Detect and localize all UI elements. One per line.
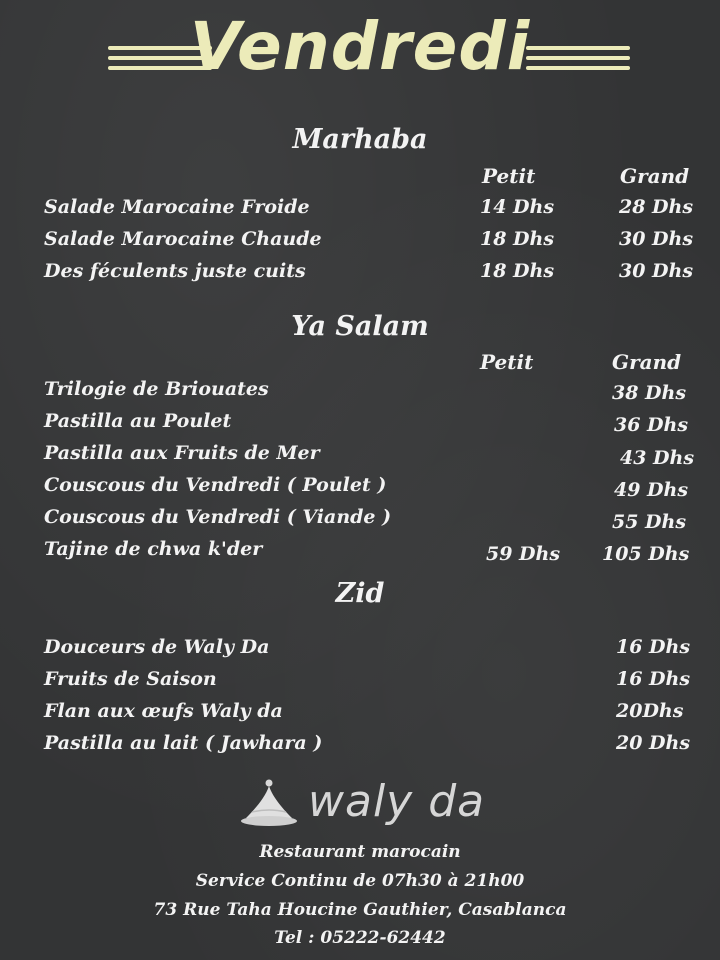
section-title-marhaba: Marhaba: [292, 124, 428, 155]
logo-text: waly da: [308, 776, 486, 827]
menu-item-name: Douceurs de Waly Da: [44, 636, 270, 658]
menu-item-price-grand: 30 Dhs: [619, 228, 694, 250]
section-title-zid: Zid: [335, 578, 385, 609]
column-header-petit: Petit: [480, 350, 534, 374]
menu-item-name: Fruits de Saison: [44, 668, 217, 690]
menu-item-name: Flan aux œufs Waly da: [44, 700, 283, 722]
menu-item-price-grand: 55 Dhs: [612, 511, 687, 533]
menu-item-name: Salade Marocaine Chaude: [44, 228, 322, 250]
menu-item-name: Pastilla aux Fruits de Mer: [44, 442, 320, 464]
menu-item-price-grand: 49 Dhs: [614, 479, 689, 501]
menu-item-price-petit: 14 Dhs: [480, 196, 555, 218]
menu-item-name: Couscous du Vendredi ( Viande ): [44, 506, 392, 528]
menu-item-price-grand: 43 Dhs: [620, 447, 695, 469]
footer-address: 73 Rue Taha Houcine Gauthier, Casablanca: [153, 900, 567, 920]
menu-item-price-grand: 105 Dhs: [602, 543, 690, 565]
footer-phone: Tel : 05222-62442: [274, 928, 446, 948]
page-title: Vendredi: [189, 8, 531, 85]
menu-item-name: Pastilla au lait ( Jawhara ): [44, 732, 323, 754]
menu-item-price: 20 Dhs: [616, 732, 691, 754]
menu-item-price-grand: 38 Dhs: [612, 382, 687, 404]
column-header-grand: Grand: [620, 164, 690, 188]
menu-item-name: Couscous du Vendredi ( Poulet ): [44, 474, 387, 496]
menu-item-price: 20Dhs: [616, 700, 684, 722]
menu-item-price-petit: 59 Dhs: [486, 543, 561, 565]
menu-item-name: Salade Marocaine Froide: [44, 196, 310, 218]
menu-item-name: Trilogie de Briouates: [44, 378, 269, 400]
footer-hours: Service Continu de 07h30 à 21h00: [195, 871, 525, 891]
menu-item-name: Tajine de chwa k'der: [44, 538, 263, 560]
tajine-icon: [238, 778, 300, 828]
menu-item-price-grand: 36 Dhs: [614, 414, 689, 436]
column-header-grand: Grand: [612, 350, 682, 374]
menu-item-price: 16 Dhs: [616, 636, 691, 658]
menu-item-price-petit: 18 Dhs: [480, 260, 555, 282]
column-header-petit: Petit: [482, 164, 536, 188]
footer-tagline: Restaurant marocain: [259, 842, 461, 862]
menu-item-price: 16 Dhs: [616, 668, 691, 690]
section-title-ya-salam: Ya Salam: [291, 311, 429, 342]
menu-item-price-grand: 28 Dhs: [619, 196, 694, 218]
menu-item-price-petit: 18 Dhs: [480, 228, 555, 250]
menu-item-name: Pastilla au Poulet: [44, 410, 232, 432]
menu-item-price-grand: 30 Dhs: [619, 260, 694, 282]
menu-item-name: Des féculents juste cuits: [44, 260, 306, 282]
